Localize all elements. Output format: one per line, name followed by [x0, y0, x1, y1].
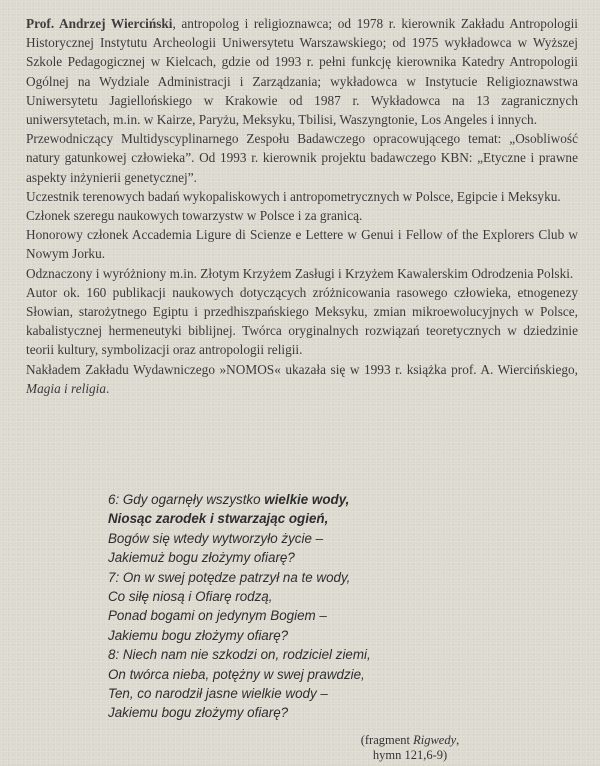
caption-line-1	[340, 733, 480, 748]
book-note-text: Nakładem Zakładu Wydawniczego »NOMOS« ukazała się w 1993 r. książka prof. A. Wiercińskiego,	[26, 361, 578, 377]
bio-paragraph-awards: Odznaczony i wyróżniony m.in. Złotym Krzyżem Zasługi i Krzyżem Kawalerskim Odrodzenia Polski.	[26, 265, 574, 281]
book-note-end: .	[106, 380, 110, 396]
bio-paragraph-publications: Autor ok. 160 publikacji naukowych dotyczących zróżnicowania rasowego człowieka, etnogenezy Słowian, starożytnego Egiptu i przedhiszpańskiego Meksyku, zmian mikroewolucyjnych w Polsce, kabalistycznej hermeneutyki biblijnej. Twórca oryginalnych rozwiązań teoretycznych w dziedzinie teorii kultury, symbolizacji oraz antropologii religii.	[26, 284, 578, 358]
book-title: Magia i religia	[26, 380, 107, 396]
bio-paragraph-societies: Członek szeregu naukowych towarzystw w Polsce i za granicą.	[26, 208, 363, 224]
poem-line: Niosąc zarodek i stwarzając ogień,	[108, 511, 329, 527]
caption-work-title: Rigwedy	[413, 733, 457, 747]
caption-suffix: ,	[456, 733, 460, 747]
rigveda-poem	[108, 490, 508, 723]
bio-intro-text: , antropolog i religioznawca; od 1978 r. kierownik Zakładu Antropologii Historycznej Instytutu Archeologii Uniwersytetu Warszawskiego; od 1975 wykładowca w Wyższej Szkole Pedagogicznej w Kielcach, gdzie od 1993 r. pełni funkcję kierownika Katedry Antropologii Ogólnej na Wydziale Administracji i Zarządzania; wykładowca w Instytucie Religioznawstwa Uniwersytetu Jagiellońskiego w Krakowie od 1987 r. Wykładowca na 13 zagranicznych uniwersytetach, m.in. w Kairze, Paryżu, Meksyku, Tbilisi, Waszyngtonie, Los Angeles i innych.	[26, 16, 578, 128]
poem-line: 8: Niech nam nie szkodzi on, rodziciel ziemi,	[108, 647, 371, 663]
author-name: Prof. Andrzej Wierciński	[26, 16, 173, 31]
author-biography	[26, 14, 578, 398]
poem-source-caption	[340, 733, 480, 763]
caption-line-2: hymn 121,6-9)	[372, 748, 448, 762]
poem-line: Co siłę niosą i Ofiarę rodzą,	[108, 589, 273, 605]
poem-line: Bogów się wtedy wytworzyło życie –	[108, 530, 324, 546]
poem-line: Ponad bogami on jedynym Bogiem –	[108, 608, 327, 624]
caption-prefix: (fragment	[360, 733, 414, 747]
poem-line: Jakiemu bogu złożymy ofiarę?	[108, 705, 289, 721]
bio-paragraph-book	[26, 360, 578, 398]
bio-paragraph-intro	[26, 14, 578, 129]
bio-paragraph-research-team: Przewodniczący Multidyscyplinarnego Zespołu Badawczego opracowującego temat: „Osobliwość natury gatunkowej człowieka”. Od 1993 r. kierownik projektu badawczego KBN: „Etyczne i prawne aspekty inżynierii genetycznej”.	[26, 131, 578, 185]
poem-line: On twórca nieba, potężny w swej prawdzie,	[108, 666, 365, 682]
poem-line-1-bold: wielkie wody,	[264, 492, 350, 507]
poem-line: Jakiemu bogu złożymy ofiarę?	[108, 627, 289, 643]
bio-paragraph-fieldwork: Uczestnik terenowych badań wykopaliskowych i antropometrycznych w Polsce, Egipcie i Meksyku.	[26, 188, 561, 204]
bio-paragraph-honorary: Honorowy członek Accademia Ligure di Scienze e Lettere w Genui i Fellow of the Explorers Club w Nowym Jorku.	[26, 227, 578, 262]
poem-line: Ten, co narodził jasne wielkie wody –	[108, 686, 328, 702]
poem-line: Jakiemuż bogu złożymy ofiarę?	[108, 550, 295, 566]
poem-line: 7: On w swej potędze patrzył na te wody,	[108, 569, 351, 585]
poem-line	[108, 490, 508, 509]
poem-line-1-start: 6: Gdy ogarnęły wszystko	[108, 492, 265, 507]
